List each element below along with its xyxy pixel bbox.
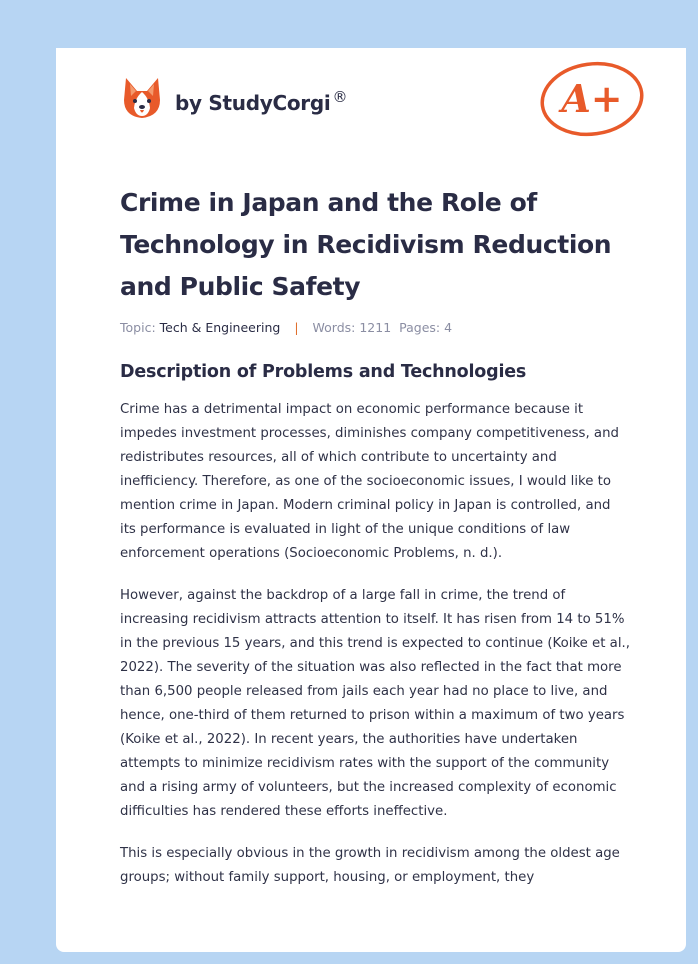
studycorgi-logo[interactable] [122,76,347,120]
section-heading: Description of Problems and Technologies [120,362,527,382]
document-meta [120,320,630,335]
topic-link[interactable]: Tech & Engineering [159,320,281,335]
paragraph: Crime has a detrimental impact on economic performance because it impedes investment processes, diminishes company competitiveness, and redistributes resources, all of which contribute to uncertainty and inefficiency. Therefore, as one of the socioeconomic issues, I would like to mention crime in Japan. Modern criminal policy in Japan is controlled, and its performance is evaluated in light of the unique conditions of law enforcement operations (Socioeconomic Problems, n. d.). [120,402,619,561]
corgi-icon [122,76,162,120]
meta-separator: | [294,320,299,335]
paragraph: This is especially obvious in the growth in recidivism among the oldest age groups; without family support, housing, or employment, they [120,846,620,885]
grade-text: A+ [561,76,623,121]
registered-mark: ® [332,87,348,106]
paragraph: However, against the backdrop of a large fall in crime, the trend of increasing recidivism attracts attention to itself. It has risen from 14 to 51% in the previous 15 years, and this trend is expected to continue (Koike et al., 2022). The severity of the situation was also reflected in the fact that more than 6,500 people released from jails each year had no place to live, and hence, one-third of them returned to prison within a maximum of two years (Koike et al., 2022). In recent years, the authorities have undertaken attempts to minimize recidivism rates with the support of the community and a rising army of volunteers, but the increased complexity of economic difficulties has rendered these efforts ineffective. [120,588,630,819]
brand-name: by StudyCorgi ® [175,87,348,115]
word-count: Words: 1211 [312,320,392,335]
page-header [120,48,630,148]
a-plus-badge-icon [536,58,648,140]
document-page [56,48,686,952]
page-title: Crime in Japan and the Role of Technology in Recidivism Reduction and Public Safety [120,188,612,301]
topic-label: Topic: [120,320,156,335]
page-count: Pages: 4 [399,320,453,335]
